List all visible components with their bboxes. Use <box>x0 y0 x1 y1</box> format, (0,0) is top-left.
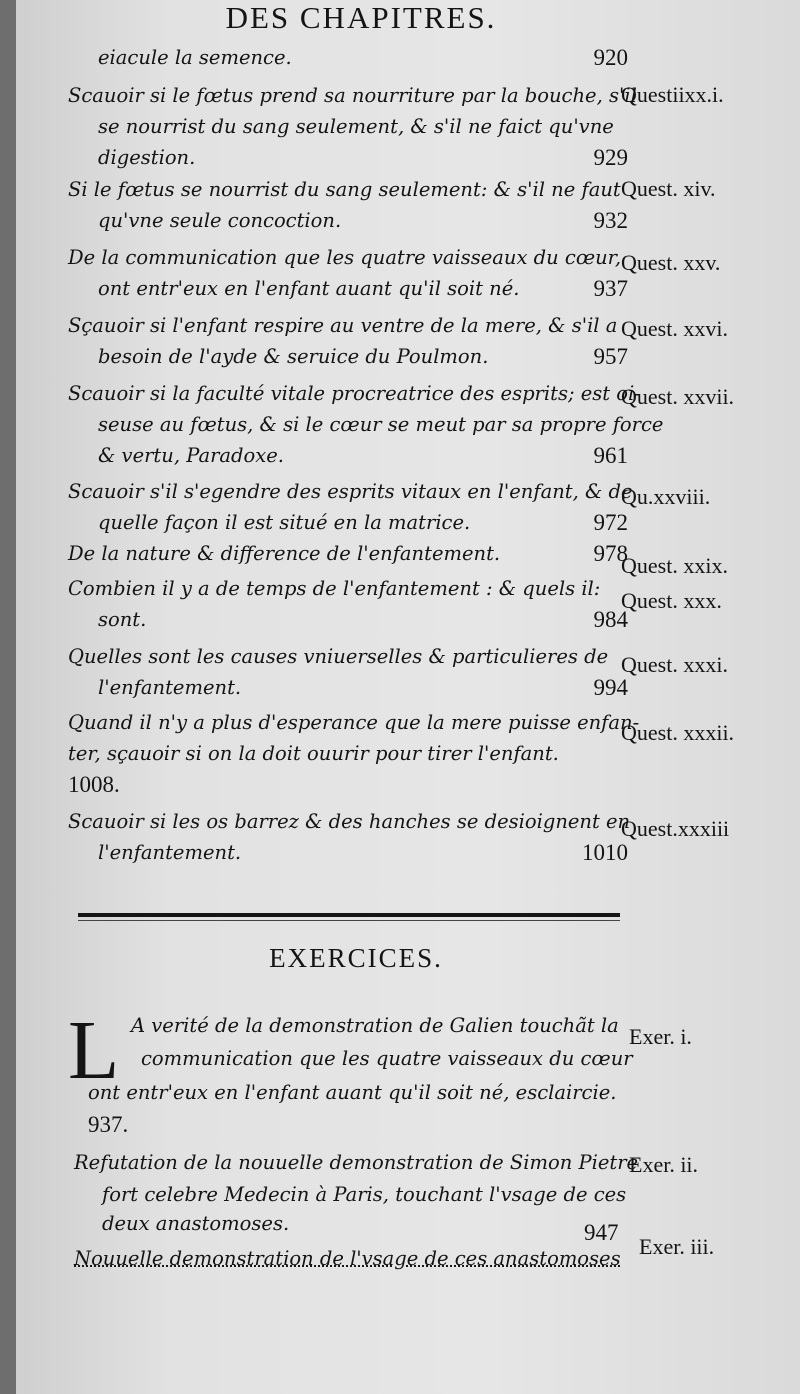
question-label: Quest.xxxiii <box>621 816 730 841</box>
page-number: 937 <box>593 276 628 301</box>
section-rule <box>78 913 620 917</box>
drop-cap: L <box>68 1004 120 1097</box>
toc-entry <box>68 242 628 304</box>
page-number: 961 <box>593 443 628 468</box>
question-label: Qu.xxviii. <box>621 484 711 509</box>
entry-line: ter, sçauoir si on la doit ouurir pour tirer l'enfant. <box>68 742 559 765</box>
toc-entry <box>68 476 633 538</box>
exercise-line: deux anastomoses. <box>102 1212 290 1235</box>
entry-line: Scauoir si le fœtus prend sa nourriture par la bouche, s'il <box>68 84 637 107</box>
entry-line: se nourrist du sang seulement, & s'il ne faict qu'vne <box>98 115 614 138</box>
running-header: DES CHAPITRES. <box>225 0 497 35</box>
question-label: Quest. xiv. <box>621 176 716 201</box>
entry-line: Scauoir si les os barrez & des hanches se desioignent en <box>68 810 631 833</box>
exercise-line: communication que les quatre vaisseaux du cœur <box>141 1047 633 1070</box>
entry-line: Si le fœtus se nourrist du sang seulement: & s'il ne faut <box>68 178 621 201</box>
entry-line: besoin de l'ayde & seruice du Poulmon. 957 <box>68 341 628 372</box>
question-label: Quest. xxvii. <box>621 384 735 409</box>
entry-line: l'enfantement. 1010 <box>68 837 628 868</box>
page-number: 929 <box>593 145 628 170</box>
exercise-line: ont entr'eux en l'enfant auant qu'il soit né, esclaircie. <box>88 1081 617 1104</box>
entry-line: Combien il y a de temps de l'enfantement : & quels il: <box>68 577 601 600</box>
section-rule-thin <box>78 920 620 921</box>
toc-entry <box>68 42 628 73</box>
page-number: 1008. <box>68 772 120 797</box>
entry-line: eiacule la semence. 920 <box>68 42 628 73</box>
exercise-line: fort celebre Medecin à Paris, touchant l'vsage de ces <box>102 1183 627 1206</box>
question-label: Quest. xxv. <box>621 250 721 275</box>
toc-entry <box>68 80 637 173</box>
page-number: 978 <box>593 541 628 566</box>
page-number: 920 <box>593 45 628 70</box>
toc-entry <box>68 310 628 372</box>
question-label: Quest. xxix. <box>621 553 728 578</box>
page-number: 994 <box>593 675 628 700</box>
question-label: Quest. xxxi. <box>621 652 728 677</box>
exercise-label: Exer. iii. <box>639 1234 715 1259</box>
page-number: 984 <box>593 607 628 632</box>
exercise-line: Refutation de la nouuelle demonstration de Simon Pietre <box>74 1151 639 1174</box>
exercise-line: Nouuelle demonstration de l'vsage de ces anastomoses <box>74 1247 621 1270</box>
entry-line: seuse au fœtus, & si le cœur se meut par sa propre force <box>98 413 664 436</box>
question-label: Quest. xxxii. <box>621 720 735 745</box>
toc-entry <box>68 806 631 868</box>
entry-line: De la communication que les quatre vaisseaux du cœur, <box>68 246 622 269</box>
page-number: 1010 <box>582 840 628 865</box>
question-label: Quest. xxx. <box>621 588 722 613</box>
toc-entry <box>68 378 664 471</box>
page-number: 932 <box>593 208 628 233</box>
exercise-label: Exer. i. <box>629 1024 692 1049</box>
entry-line: & vertu, Paradoxe. 961 <box>68 440 628 471</box>
entry-line: De la nature & difference de l'enfantement. 978 <box>68 538 628 569</box>
page-number: 947 <box>584 1220 619 1245</box>
section-title: EXERCICES. <box>269 943 443 973</box>
entry-line: Quand il n'y a plus d'esperance que la mere puisse enfan- <box>68 711 640 734</box>
entry-line: ont entr'eux en l'enfant auant qu'il soit né. 937 <box>68 273 628 304</box>
entry-line <box>68 769 628 801</box>
entry-line: qu'vne seule concoction. 932 <box>68 205 628 236</box>
entry-line: sont. 984 <box>68 604 628 635</box>
entry-line: Scauoir si la faculté vitale procreatrice des esprits; est oi- <box>68 382 641 405</box>
entry-line: Quelles sont les causes vniuerselles & particulieres de <box>68 645 609 668</box>
page-number: 972 <box>593 510 628 535</box>
toc-entry <box>68 707 640 801</box>
page-number: 937. <box>88 1112 129 1137</box>
toc-entry <box>68 573 628 635</box>
toc-entry <box>68 641 628 703</box>
toc-entry <box>68 538 628 569</box>
exercise-line: A verité de la demonstration de Galien touchãt la <box>131 1014 619 1037</box>
entry-line: Sçauoir si l'enfant respire au ventre de la mere, & s'il a <box>68 314 618 337</box>
entry-line: Scauoir s'il s'egendre des esprits vitaux en l'enfant, & de <box>68 480 633 503</box>
entry-line: digestion. 929 <box>68 142 628 173</box>
toc-entry <box>68 174 628 236</box>
entry-line: l'enfantement. 994 <box>68 672 628 703</box>
book-page <box>16 0 800 1394</box>
page-number: 957 <box>593 344 628 369</box>
exercise-label: Exer. ii. <box>629 1152 699 1177</box>
question-label: Questiixx.i. <box>621 82 724 107</box>
question-label: Quest. xxvi. <box>621 316 728 341</box>
entry-line: quelle façon il est situé en la matrice. 972 <box>68 507 628 538</box>
